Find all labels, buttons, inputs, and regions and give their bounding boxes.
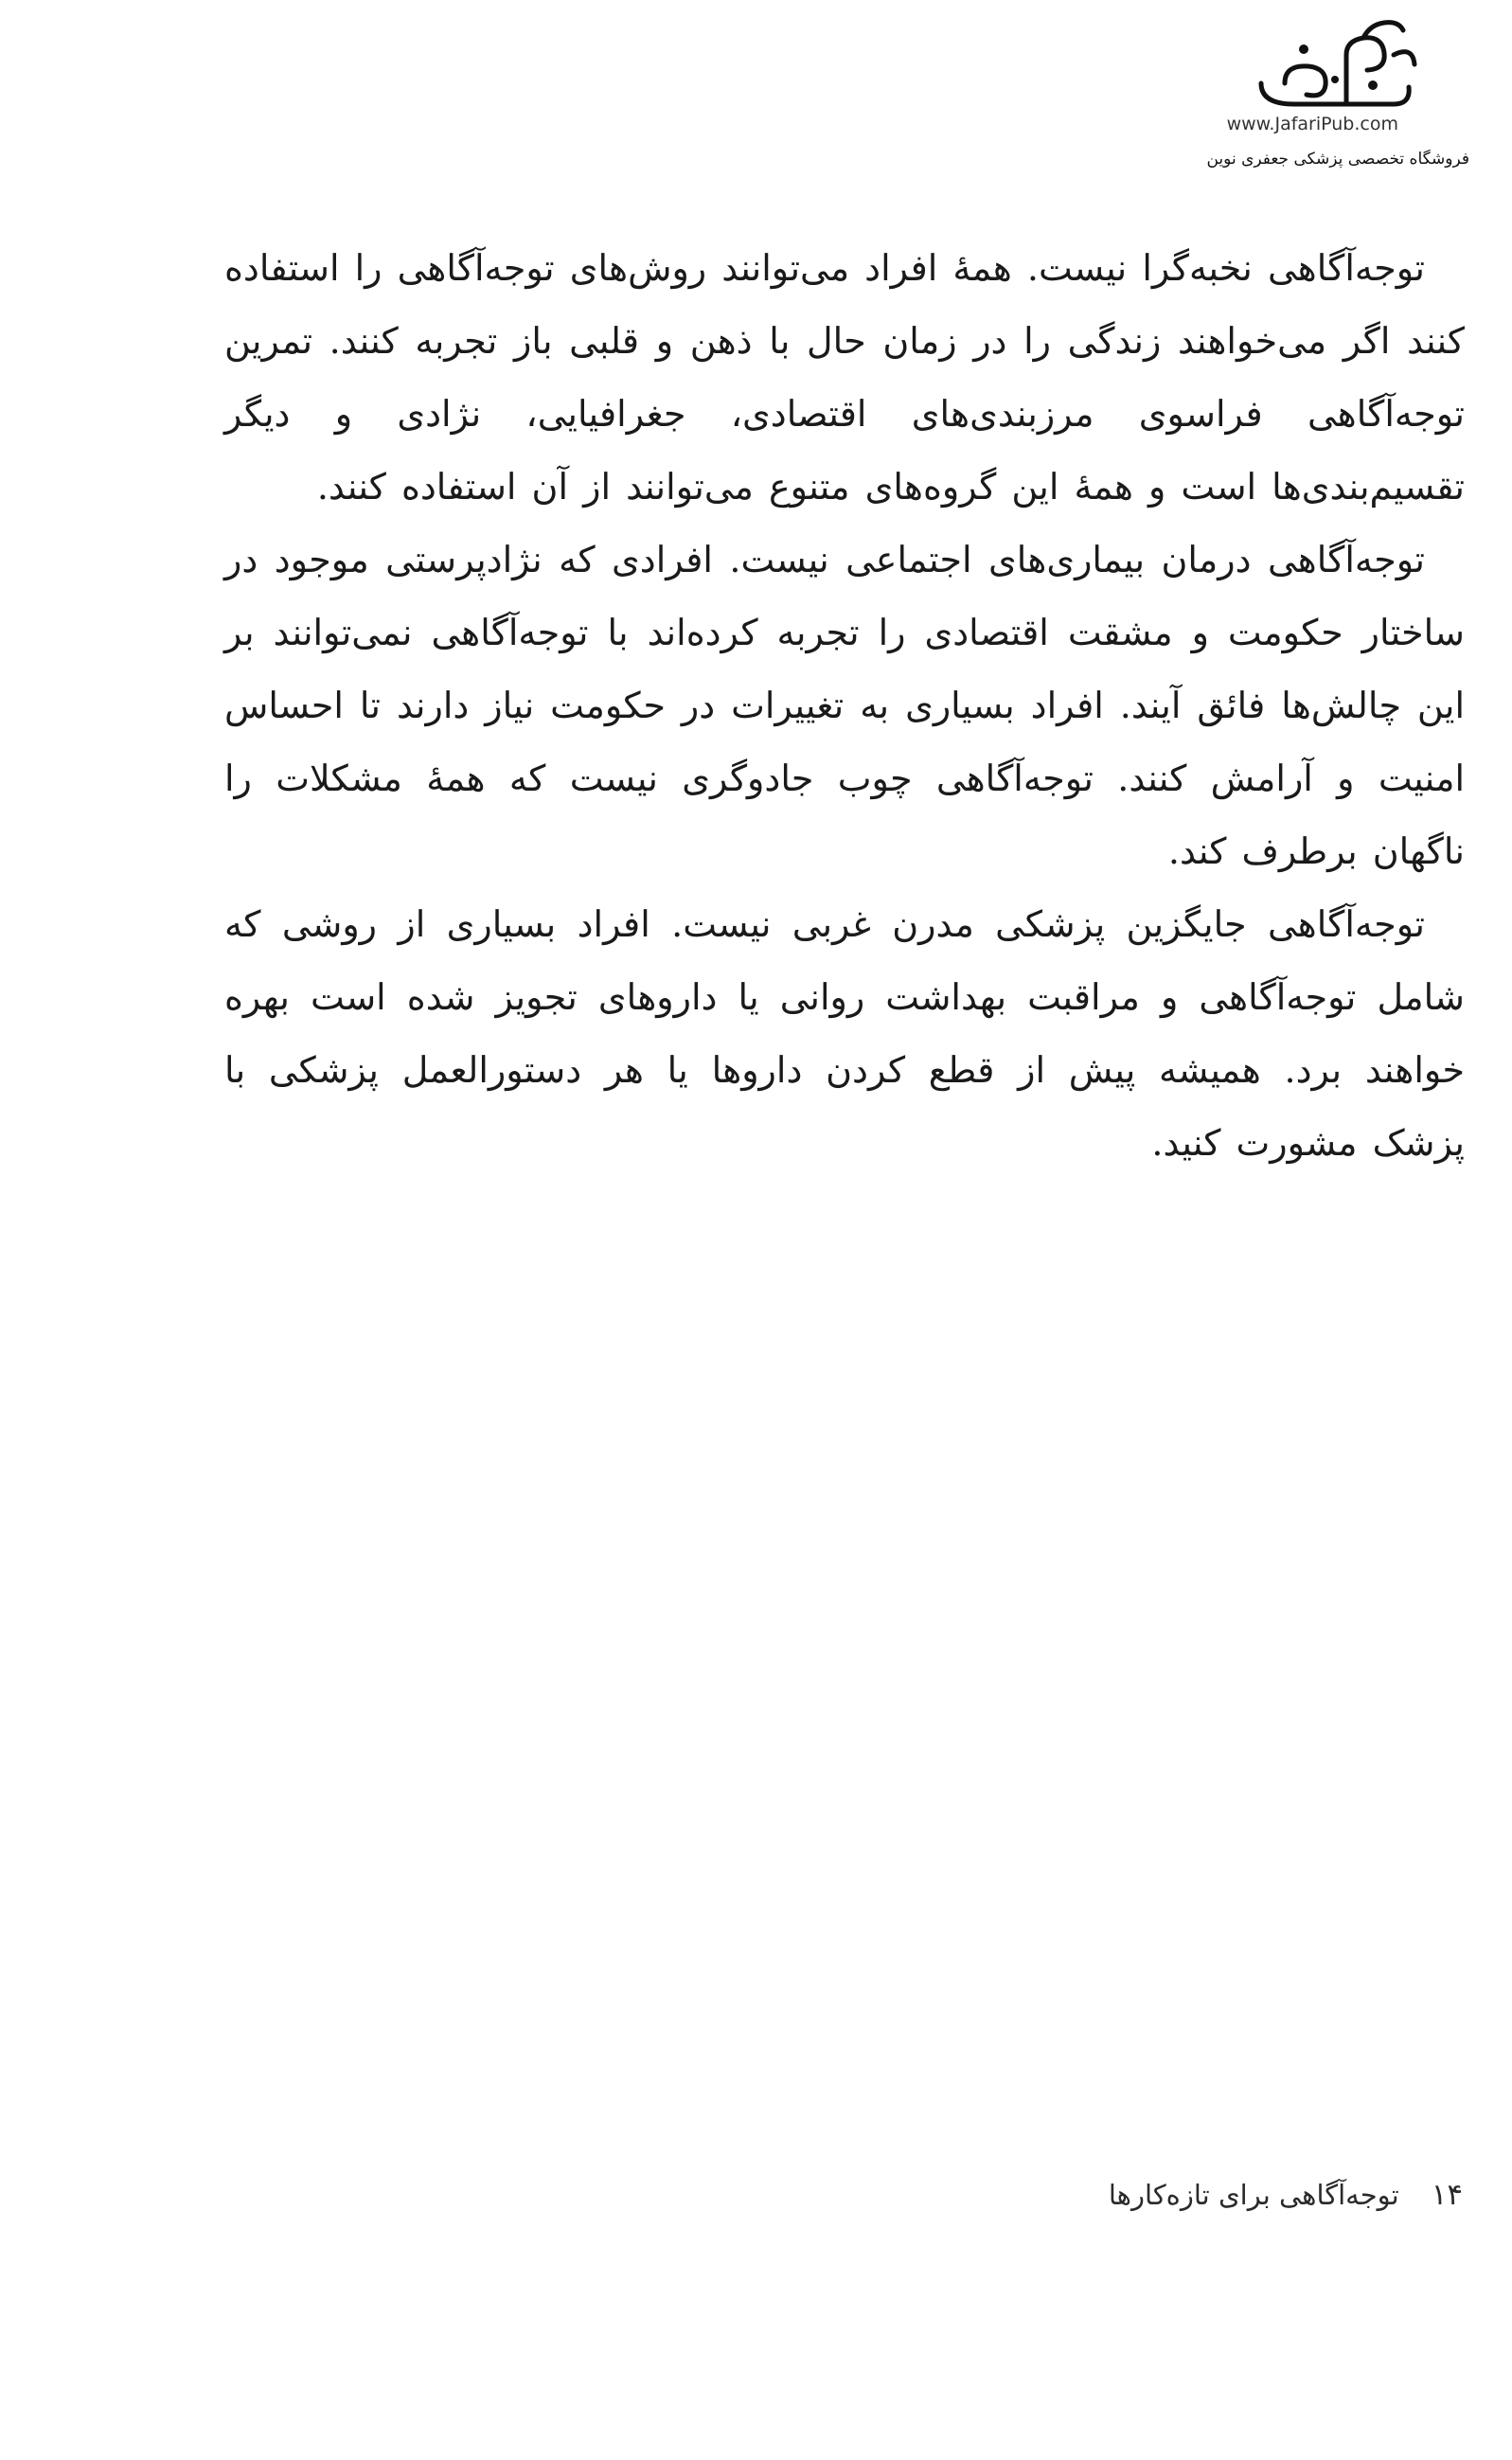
paragraph-2: توجه‌آگاهی درمان بیماری‌های اجتماعی نیست. افرادی که نژادپرستی موجود در ساختار حکومت و مشقت اقتصادی را تجربه کرده‌اند با توجه‌آگاهی نمی‌توانند بر این چالش‌ها فائق آیند. افراد بسیاری به تغییرات در حکومت نیاز دارند تا احساس امنیت و آرامش کنند. توجه‌آگاهی چوب جادوگری نیست که همهٔ مشکلات را ناگهان برطرف کند. (224, 539, 1465, 872)
publisher-logo (1185, 17, 1469, 178)
publisher-website-url: www.JafariPub.com (1226, 114, 1398, 134)
page-number: ۱۴ (1431, 2178, 1463, 2212)
page-footer (1109, 2178, 1463, 2212)
running-book-title: توجه‌آگاهی برای تازه‌کارها (1108, 2179, 1399, 2211)
paragraph-1: توجه‌آگاهی نخبه‌گرا نیست. همهٔ افراد می‌توانند روش‌های توجه‌آگاهی را استفاده کنند اگر می‌خواهند زندگی را در زمان حال با ذهن و قلبی باز تجربه کنند. تمرین توجه‌آگاهی فراسوی مرزبندی‌های اقتصادی، جغرافیایی، نژادی و دیگر تقسیم‌بندی‌ها است و همهٔ این گروه‌های متنوع می‌توانند از آن استفاده کنند. (224, 247, 1465, 508)
publisher-calligraphy-logo-icon (1252, 17, 1417, 112)
publisher-tagline: فروشگاه تخصصی پزشکی جعفری نوین (1206, 150, 1469, 169)
paragraph-3: توجه‌آگاهی جایگزین پزشکی مدرن غربی نیست. افراد بسیاری از روشی که شامل توجه‌آگاهی و مراقبت بهداشت روانی یا داروهای تجویز شده است بهره خواهند برد. همیشه پیش از قطع کردن داروها یا هر دستورالعمل پزشکی با پزشک مشورت کنید. (224, 903, 1465, 1164)
page-body (224, 232, 1465, 1180)
